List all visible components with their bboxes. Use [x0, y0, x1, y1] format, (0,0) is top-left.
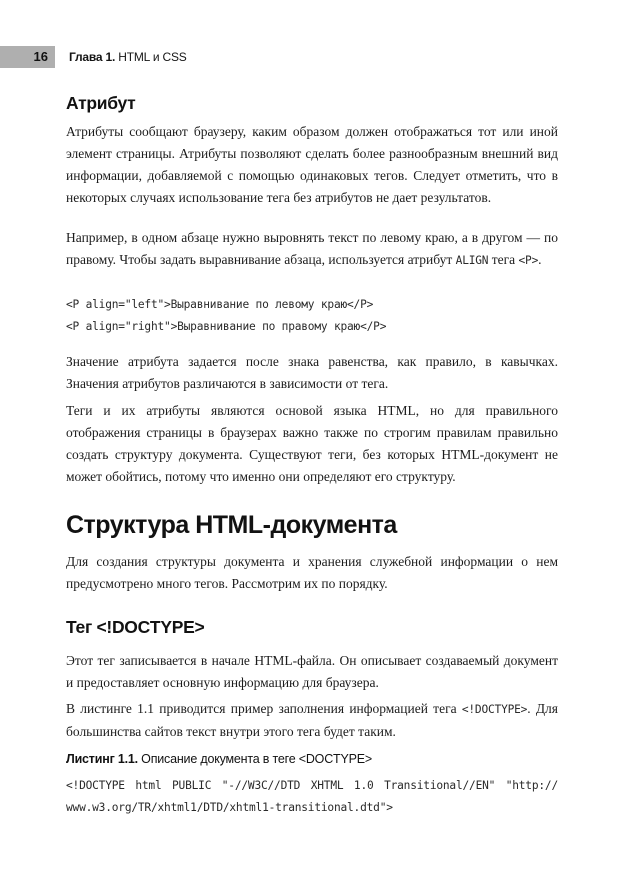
paragraph-attribute-value: Значение атрибута задается после знака равенства, как правило, в кавычках. Значения атрибутов различаются в зависимости от тега.: [66, 354, 558, 391]
listing-label: Листинг 1.1.: [66, 752, 138, 766]
running-head: [69, 46, 187, 68]
heading-doctype-tag: Тег <!DOCTYPE>: [66, 617, 205, 637]
page-number-box: [0, 46, 55, 68]
running-head-chapter-title: HTML и CSS: [118, 50, 187, 64]
code-line: <P align="right">Выравнивание по правому краю</P>: [66, 320, 387, 333]
listing-title: Описание документа в теге <DOCTYPE>: [137, 752, 372, 766]
inline-code: <!DOCTYPE>: [461, 703, 528, 716]
paragraph-attribute-example: Например, в одном абзаце нужно выровнять текст по левому краю, а в другом — по правому. Чтобы задать выравнивание абзаца, используется атрибут ALIGN тега <P>.: [66, 230, 558, 267]
listing-caption: [66, 751, 558, 767]
paragraph-tags-structure: Теги и их атрибуты являются основой языка HTML, но для правильного отображения страницы в браузерах важно также по строгим правилам правильно создать структуру документа. Существуют теги, без которых HTML-документ не может обойтись, потому что именно они определяют его структуру.: [66, 403, 558, 484]
paragraph-structure-intro: Для создания структуры документа и хранения служебной информации о нем предусмотрено много тегов. Рассмотрим их по порядку.: [66, 554, 558, 591]
running-head-chapter-label: Глава 1.: [69, 50, 116, 64]
heading-html-structure: Структура HTML-документа: [66, 511, 397, 539]
paragraph-doctype-listing-ref: В листинге 1.1 приводится пример заполнения информацией тега <!DOCTYPE>. Для большинства сайтов текст внутри этого тега будет таким.: [66, 701, 559, 739]
paragraph-doctype-intro: Этот тег записывается в начале HTML-файла. Он описывает создаваемый документ и предоставляет основную информацию для браузера.: [66, 653, 558, 690]
inline-code: ALIGN: [455, 254, 489, 267]
code-line: <P align="left">Выравнивание по левому краю</P>: [66, 298, 374, 311]
heading-attribute: Атрибут: [66, 93, 136, 113]
inline-code: <P>: [518, 254, 539, 267]
code-block-align-example: [66, 294, 558, 338]
page-number: 16: [33, 49, 48, 64]
paragraph-attribute-intro: Атрибуты сообщают браузеру, каким образом должен отображаться тот или иной элемент страницы. Атрибуты позволяют сделать более разнообразным внешний вид информации, добавляемой с помощью одинаковых тегов. Следует отметить, что в некоторых случаях использование тега без атрибутов не дает результатов.: [66, 124, 558, 205]
code-line: www.w3.org/TR/xhtml1/DTD/xhtml1-transitional.dtd">: [66, 801, 393, 814]
code-line: <!DOCTYPE html PUBLIC "-//W3C//DTD XHTML 1.0 Transitional//EN" "http://: [66, 779, 558, 792]
code-block-doctype: [66, 775, 558, 819]
